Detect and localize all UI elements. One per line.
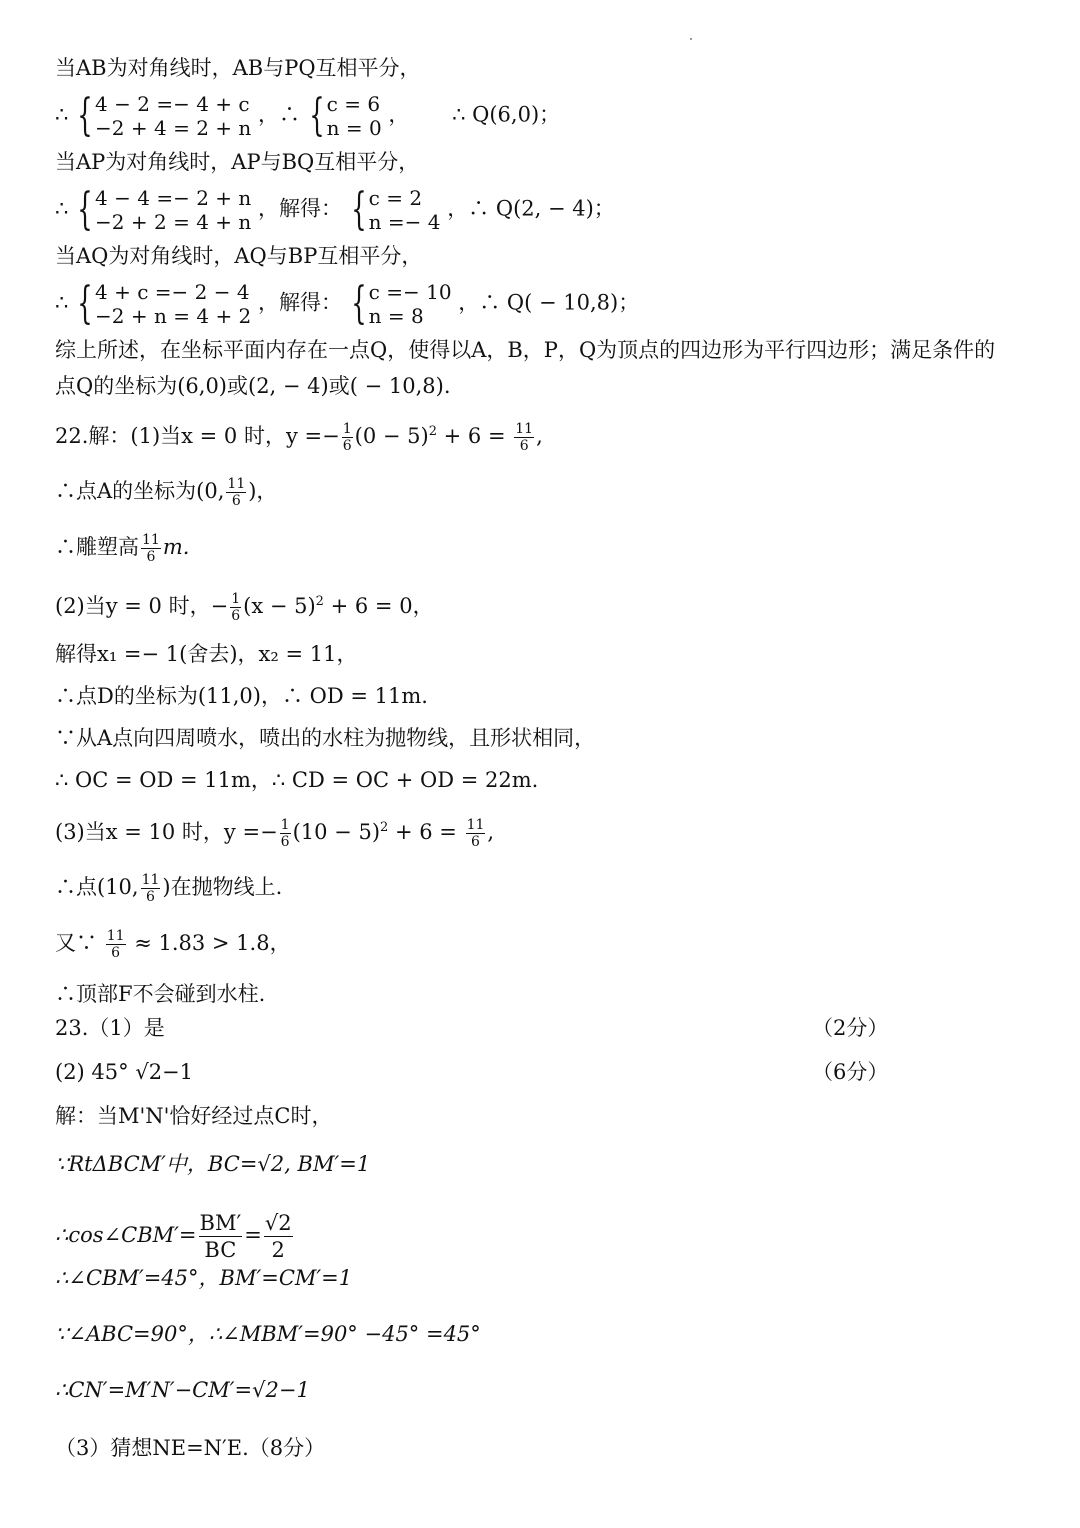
system-row: c = 2	[368, 186, 423, 210]
score-2: （2分）	[812, 1016, 889, 1040]
q23-part1: 23.（1）是	[55, 1016, 165, 1040]
result-q3: ，∴ Q( − 10,8)；	[458, 290, 640, 315]
fraction-bm-bc: $\frac{BM'}{BC}$	[199, 1211, 242, 1262]
fraction-eleven-sixths: $\frac{11}{6}$	[466, 817, 485, 850]
equation-system-6: { c =− 10 n = 8	[350, 278, 452, 329]
q23-part2: (2) 45° √2−1	[55, 1060, 194, 1084]
system-row: n = 8	[368, 304, 424, 328]
q22-part1: 22.解：(1)当x = 0 时，y =− $\frac{1}{6}$ $(0 - 5)^2 + 6$ = $\frac{11}{6}$ ,	[55, 421, 543, 454]
q22-part2: (2)当y = 0 时，− $\frac{1}{6}$ $(x - 5)^2 + 6 = 0$，	[55, 591, 434, 624]
cn-length-line: ∴CN′=M′N′−CM′=√2−1	[55, 1378, 310, 1402]
system-row: n = 0	[326, 116, 382, 140]
solve-label: ，解得：	[257, 196, 342, 221]
system-row: −2 + n = 4 + 2	[95, 304, 252, 328]
equation-system-2: { c = 6 n = 0	[308, 90, 382, 141]
equation-system-3: { 4 − 4 =− 2 + n −2 + 2 = 4 + n	[77, 184, 252, 235]
summary-line-2: 点Q的坐标为(6,0)或(2, − 4)或( − 10,8).	[55, 374, 451, 398]
cd-length-line: ∴ OC = OD = 11m，∴ CD = OC + OD = 22m.	[55, 768, 539, 792]
fraction-eleven-sixths: $\frac{11}{6}$	[515, 421, 534, 454]
point-a-coordinates: ∴点A的坐标为(0, $\frac{11}{6}$ )，	[55, 476, 278, 509]
sculpture-height: ∴雕塑高 $\frac{11}{6}$ m.	[55, 532, 190, 565]
line-aq-diagonal: 当AQ为对角线时，AQ与BP互相平分，	[55, 244, 423, 268]
line-ap-system: ∴ { 4 − 4 =− 2 + n −2 + 2 = 4 + n ，解得： { c = 2 n =− 4 ，∴ Q(2, − 4)；	[55, 184, 615, 235]
result-q1: ∴ Q(6,0)；	[452, 102, 561, 127]
line-ab-diagonal: 当AB为对角线时，AB与PQ互相平分，	[55, 56, 421, 80]
equation-system-5: { 4 + c =− 2 − 4 −2 + n = 4 + 2	[77, 278, 252, 329]
fraction-one-sixth: $\frac{1}{6}$	[280, 817, 290, 850]
system-row: 4 − 2 =− 4 + c	[95, 92, 250, 116]
system-row: −2 + 2 = 4 + n	[95, 210, 252, 234]
system-row: c = 6	[326, 92, 381, 116]
system-row: c =− 10	[368, 280, 452, 304]
system-row: 4 + c =− 2 − 4	[95, 280, 250, 304]
point-on-parabola: ∴点(10, $\frac{11}{6}$ )在抛物线上.	[55, 872, 283, 905]
comparison-line: 又∵ $\frac{11}{6}$ ≈ 1.83 > 1.8，	[55, 928, 291, 961]
conclusion-line: ∴顶部F不会碰到水柱.	[55, 982, 266, 1006]
equation-system-4: { c = 2 n =− 4	[350, 184, 441, 235]
fraction-eleven-sixths: $\frac{11}{6}$	[227, 476, 246, 509]
fraction-eleven-sixths: $\frac{11}{6}$	[106, 928, 125, 961]
fraction-sqrt2-2: $\frac{√2}{2}$	[264, 1211, 292, 1262]
score-6: （6分）	[812, 1060, 889, 1084]
line-aq-system: ∴ { 4 + c =− 2 − 4 −2 + n = 4 + 2 ，解得： { c =− 10 n = 8 ，∴ Q( − 10,8)；	[55, 278, 640, 329]
triangle-bcm-line: ∵RtΔBCM′中，BC=√2, BM′=1	[55, 1152, 371, 1176]
q22-part3: (3)当x = 10 时，y =− $\frac{1}{6}$ $(10 - 5)^2 + 6$ = $\frac{11}{6}$ ,	[55, 817, 495, 850]
fraction-one-sixth: $\frac{1}{6}$	[231, 591, 241, 624]
cosine-line: ∴cos∠CBM′= $\frac{BM'}{BC}$ = $\frac{√2}{2}$	[55, 1211, 292, 1262]
page-speck	[690, 38, 692, 40]
roots-line: 解得x₁ =− 1(舍去)，x₂ = 11，	[55, 642, 358, 666]
summary-line-1: 综上所述，在坐标平面内存在一点Q，使得以A，B，P，Q为顶点的四边形为平行四边形；满足条件的	[55, 338, 996, 362]
system-row: −2 + 4 = 2 + n	[95, 116, 252, 140]
solve-label: ，解得：	[257, 290, 342, 315]
line-ab-system: ∴ { 4 − 2 =− 4 + c −2 + 4 = 2 + n ，∴ { c = 6 n = 0 ， ∴ Q(6,0)；	[55, 90, 561, 141]
solution-intro: 解：当M'N'恰好经过点C时，	[55, 1104, 333, 1128]
angle-cbm-line: ∴∠CBM′=45°，BM′=CM′=1	[55, 1266, 353, 1290]
line-ap-diagonal: 当AP为对角线时，AP与BQ互相平分，	[55, 150, 420, 174]
q23-part3: （3）猜想NE=N′E.（8分）	[55, 1436, 326, 1460]
point-d-line: ∴点D的坐标为(11,0)，∴ OD = 11m.	[55, 684, 428, 708]
equation-system-1: { 4 − 2 =− 4 + c −2 + 4 = 2 + n	[77, 90, 252, 141]
system-row: 4 − 4 =− 2 + n	[95, 186, 252, 210]
system-row: n =− 4	[368, 210, 441, 234]
fraction-eleven-sixths: $\frac{11}{6}$	[141, 872, 160, 905]
angle-mbm-line: ∵∠ABC=90°，∴∠MBM′=90° −45° =45°	[55, 1322, 481, 1346]
therefore-symbol: ∴	[55, 102, 76, 127]
fraction-eleven-sixths: $\frac{11}{6}$	[142, 532, 160, 565]
water-spray-line: ∵从A点向四周喷水，喷出的水柱为抛物线，且形状相同，	[55, 726, 596, 750]
fraction-one-sixth: $\frac{1}{6}$	[342, 421, 352, 454]
result-q2: ，∴ Q(2, − 4)；	[447, 196, 615, 221]
